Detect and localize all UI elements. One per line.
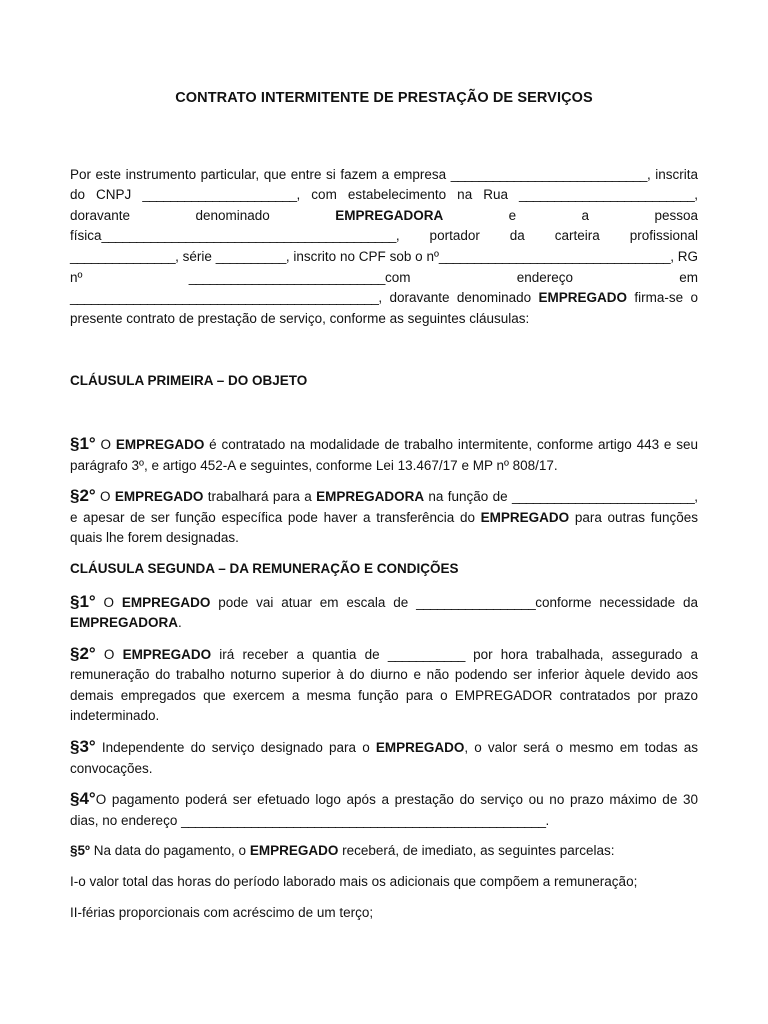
ctps-blank: _______________: [70, 248, 176, 264]
address-blank: ____________________________________________: [70, 290, 379, 306]
intro-text: firma-se o presente contrato de prestação de serviço, conforme as seguintes cláusulas:: [70, 290, 699, 326]
empregado-term: EMPREGADO: [115, 436, 205, 452]
empregado-term: EMPREGADO: [249, 843, 339, 859]
cpf-blank: _________________________________: [438, 248, 671, 264]
section-mark: §1°: [70, 591, 96, 611]
para-text: receberá, de imediato, as seguintes parcelas:: [338, 843, 615, 859]
company-blank: ____________________________: [450, 166, 647, 182]
empregadora-term: EMPREGADORA: [316, 489, 425, 505]
intro-text: , portador da carteira profissional: [395, 228, 698, 244]
intro-text: Por este instrumento particular, que entre si fazem a empresa: [70, 166, 451, 182]
intro-text: , série: [175, 248, 216, 264]
clause-2-paragraph-3: [70, 737, 698, 779]
section-mark: §4°: [70, 789, 96, 809]
para-text: .: [545, 812, 550, 828]
para-text: trabalhará para a: [203, 489, 317, 505]
clause-2-paragraph-4: [70, 789, 698, 831]
clause-2-title: CLÁUSULA SEGUNDA – DA REMUNERAÇÃO E CONDIÇÕES: [70, 560, 459, 576]
intro-text: , inscrita do CNPJ: [70, 166, 698, 203]
para-text: O: [95, 489, 115, 505]
empregado-term: EMPREGADO: [375, 740, 465, 756]
clause-1-title: CLÁUSULA PRIMEIRA – DO OBJETO: [70, 373, 308, 389]
empregado-term: EMPREGADO: [480, 509, 570, 525]
section-mark: §2°: [70, 486, 96, 506]
street-blank: _________________________: [519, 187, 695, 203]
section-mark: §2°: [70, 643, 96, 663]
clause-2-paragraph-5: [70, 841, 698, 862]
para-text: conforme necessidade da: [535, 594, 698, 610]
empregado-term: EMPREGADO: [538, 290, 628, 306]
para-text: O: [95, 646, 123, 662]
person-blank: __________________________________________: [101, 228, 396, 244]
amount-blank: ___________: [387, 646, 465, 662]
clause-2-paragraph-2: [70, 644, 698, 727]
para-text: por hora trabalhada, assegurado a remuneração do trabalho noturno superior à do diurno e não podendo ser inferior àquele devido aos demais empregados que exercem a mesma função para o EMPREGADOR contratados por prazo indeterminado.: [70, 646, 698, 724]
empregadora-term: EMPREGADORA: [70, 615, 179, 631]
section-mark: §1°: [70, 433, 96, 453]
intro-text: com endereço em: [384, 269, 698, 285]
empregado-term: EMPREGADO: [114, 489, 204, 505]
para-text: na função de: [424, 489, 512, 505]
intro-text: , doravante denominado: [70, 187, 698, 223]
para-text: O: [95, 594, 122, 610]
section-mark: §3°: [70, 737, 96, 757]
clause-1-paragraph-2: [70, 486, 698, 549]
para-text: é contratado na modalidade de trabalho intermitente, conforme artigo 443 e seu parágrafo 3º, e artigo 452-A e seguintes, conforme Lei 13.467/17 e MP nº 808/17.: [70, 436, 698, 473]
contract-title: CONTRATO INTERMITENTE DE PRESTAÇÃO DE SERVIÇOS: [175, 90, 593, 106]
para-text: O pagamento poderá ser efetuado logo após a prestação do serviço ou no prazo máximo de 30 dias, no endereço: [70, 792, 698, 828]
payment-address-blank: ____________________________________________________: [181, 812, 546, 828]
clause-1-paragraph-1: [70, 434, 698, 476]
section-mark: §5º: [70, 843, 90, 859]
para-text: , e apesar de ser função específica pode haver a transferência do: [70, 489, 698, 525]
empregado-term: EMPREGADO: [121, 594, 211, 610]
list-item-i: I-o valor total das horas do período laborado mais os adicionais que compõem a remuneração;: [70, 874, 638, 890]
intro-text: , RG nº: [70, 248, 698, 285]
empregado-term: EMPREGADO: [122, 646, 212, 662]
list-item-ii: II-férias proporcionais com acréscimo de um terço;: [70, 904, 374, 920]
para-text: Independente do serviço designado para o: [95, 740, 376, 756]
intro-text: , inscrito no CPF sob o nº: [285, 248, 439, 264]
para-text: .: [178, 615, 182, 631]
intro-text: , com estabelecimento na Rua: [296, 187, 520, 203]
intro-paragraph: [70, 165, 698, 330]
rg-blank: ____________________________: [188, 269, 385, 285]
para-text: para outras funções quais lhe forem designadas.: [70, 509, 698, 546]
clause-2-paragraph-1: [70, 592, 698, 634]
para-text: pode vai atuar em escala de: [210, 594, 417, 610]
function-blank: __________________________: [512, 489, 695, 505]
intro-text: e a pessoa física: [70, 207, 698, 244]
para-text: irá receber a quantia de: [211, 646, 388, 662]
schedule-blank: _________________: [416, 594, 536, 610]
empregadora-term: EMPREGADORA: [335, 207, 444, 223]
para-text: O: [95, 436, 116, 452]
serie-blank: __________: [215, 248, 286, 264]
para-text: , o valor será o mesmo em todas as convocações.: [70, 740, 698, 776]
cnpj-blank: ______________________: [142, 187, 297, 203]
para-text: Na data do pagamento, o: [89, 843, 250, 859]
intro-text: , doravante denominado: [378, 290, 539, 306]
